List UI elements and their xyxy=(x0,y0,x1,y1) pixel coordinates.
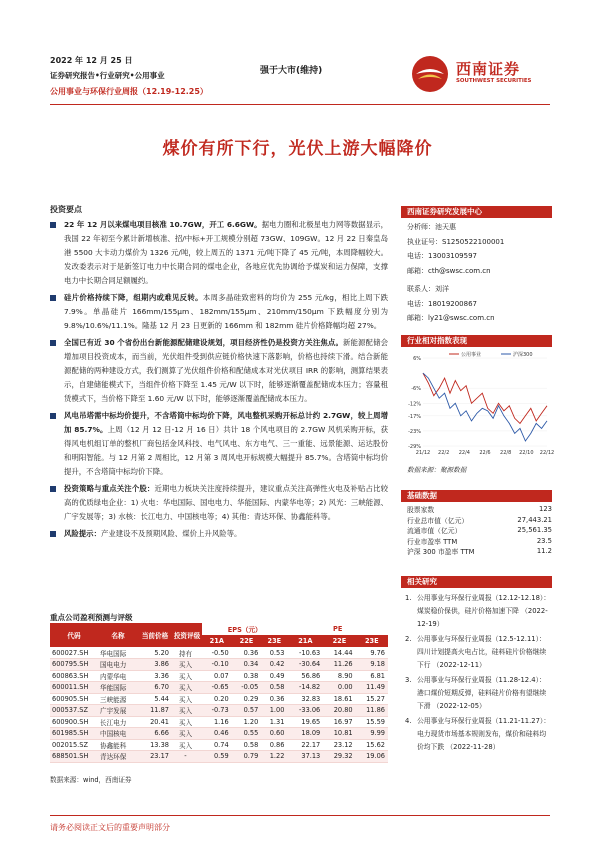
table-cell: 11.86 xyxy=(356,705,388,717)
table-cell: 15.27 xyxy=(356,693,388,705)
table-cell: 1.20 xyxy=(232,716,262,728)
table-cell: -0.73 xyxy=(202,705,232,717)
related-item[interactable] xyxy=(405,592,552,631)
market-key: 流通市值（亿元） xyxy=(407,527,462,536)
col-code: 代码 xyxy=(50,623,98,647)
analyst2-name: 刘洋 xyxy=(435,285,449,293)
table-row xyxy=(50,739,388,751)
table-cell: 13.38 xyxy=(138,739,172,751)
related-item[interactable] xyxy=(405,674,552,713)
col-eps: EPS（元） xyxy=(202,623,287,635)
square-bullet-icon xyxy=(50,222,56,228)
table-cell: 1.00 xyxy=(261,705,287,717)
table-cell: 0.58 xyxy=(232,739,262,751)
investment-point xyxy=(50,409,388,479)
table-cell: 买入 xyxy=(172,705,202,717)
table-cell: 5.20 xyxy=(138,647,172,659)
related-text: 公用事业与环保行业周报（11.28-12.4）：港口煤价短期反弹，硅料硅片价格有望继续下滑 （2022-12-05） xyxy=(417,676,547,710)
col-eps-23e: 23E xyxy=(261,635,287,647)
related-item[interactable] xyxy=(405,715,552,754)
related-number: 1. xyxy=(405,594,412,602)
analyst-info xyxy=(407,220,504,326)
legend-label: 沪深300 xyxy=(513,352,533,358)
analyst1-mail-label: 邮箱： xyxy=(407,266,428,275)
table-cell: 0.20 xyxy=(202,693,232,705)
square-bullet-icon xyxy=(50,486,56,492)
table-cell: 买入 xyxy=(172,716,202,728)
investment-point xyxy=(50,218,388,288)
y-tick-label: -29% xyxy=(408,444,421,450)
table-source: 数据来源：wind，西南证券 xyxy=(50,776,132,784)
col-price: 当前价格 xyxy=(138,623,172,647)
table-cell: -30.64 xyxy=(287,659,323,671)
point-headline: 硅片价格持续下降，组期内或难见反转。 xyxy=(64,293,203,302)
related-research-list xyxy=(405,592,552,756)
table-cell: -14.82 xyxy=(287,682,323,694)
report-weekly: 公用事业与环保行业周报（12.19-12.25） xyxy=(50,87,208,96)
market-key: 沪深 300 市盈率 TTM xyxy=(407,548,475,557)
table-cell: 19.65 xyxy=(287,716,323,728)
market-key: 股票家数 xyxy=(407,506,435,515)
analyst2-role: 联系人： xyxy=(407,285,435,293)
legend-label: 公用事业 xyxy=(461,352,482,358)
analyst1-phone-label: 电话： xyxy=(407,252,428,260)
table-cell: 16.97 xyxy=(323,716,355,728)
x-tick-label: 22/10 xyxy=(519,450,534,456)
table-row xyxy=(50,682,388,694)
industry-rating: 强于大市(维持) xyxy=(260,66,323,76)
table-cell: 0.49 xyxy=(261,670,287,682)
table-row xyxy=(50,705,388,717)
table-cell: 0.29 xyxy=(232,693,262,705)
point-headline: 22 年 12 月以来煤电项目核准 10.7GW，开工 6.6GW。 xyxy=(64,220,262,229)
square-bullet-icon xyxy=(50,531,56,537)
table-cell: 688501.SH xyxy=(50,751,98,763)
related-number: 4. xyxy=(405,717,412,725)
table-cell: 1.22 xyxy=(261,751,287,763)
market-key: 行业总市值（亿元） xyxy=(407,516,469,525)
market-row xyxy=(407,504,552,515)
point-body: 据电力圈和北极星电力网等数据显示，我国 22 年初至今累计新增核准、招/中标+开工规模分别超 73GW、109GW。12 月 22 日秦皇岛港 5500 大卡动力煤价为 1326 元/吨，较上周五的 1371 元/吨下降了 45 元/吨，本周降幅较大。发改委表示对于是新签订电力中长期合同的煤电企业，各地应优先协调给予煤炭和运力保障，支撑电力中长期合同足额履约。 xyxy=(64,220,388,285)
table-cell: 002015.SZ xyxy=(50,739,98,751)
table-cell: 0.58 xyxy=(261,682,287,694)
y-tick-label: -6% xyxy=(411,386,421,393)
table-cell: 3.36 xyxy=(138,670,172,682)
market-value: 23.5 xyxy=(536,536,552,545)
col-pe-21a: 21A xyxy=(287,635,323,647)
market-row xyxy=(407,525,552,536)
table-cell: 0.00 xyxy=(323,682,355,694)
table-cell: 买入 xyxy=(172,670,202,682)
report-title: 煤价有所下行，光伏上游大幅降价 xyxy=(162,139,433,159)
table-cell: 18.09 xyxy=(287,728,323,740)
table-cell: 600863.SH xyxy=(50,670,98,682)
col-pe-23e: 23E xyxy=(356,635,388,647)
company-logo xyxy=(410,52,550,96)
x-tick-label: 21/12 xyxy=(415,450,431,456)
market-value: 11.2 xyxy=(536,547,552,556)
analyst1-phone: 13003109597 xyxy=(428,252,477,260)
market-data-table xyxy=(407,504,552,557)
table-cell: -0.10 xyxy=(202,659,232,671)
table-cell: 32.83 xyxy=(287,693,323,705)
table-cell: 5.44 xyxy=(138,693,172,705)
forecast-table xyxy=(50,623,388,763)
analyst2-mail-label: 邮箱： xyxy=(407,314,428,322)
market-title-bar: 基础数据 xyxy=(401,490,552,502)
market-row xyxy=(407,546,552,557)
table-cell: 600011.SH xyxy=(50,682,98,694)
analyst1-cert-label: 执业证号： xyxy=(407,237,442,246)
table-cell: 20.80 xyxy=(323,705,355,717)
market-row xyxy=(407,515,552,526)
table-cell: 买入 xyxy=(172,682,202,694)
table-cell: 14.44 xyxy=(323,647,355,659)
logo-cn-text: 西南证券 xyxy=(456,60,521,78)
table-cell: 三峡能源 xyxy=(98,693,138,705)
x-tick-label: 22/2 xyxy=(438,450,450,456)
table-cell: 买入 xyxy=(172,659,202,671)
point-headline: 风险提示： xyxy=(64,529,101,538)
point-body: 上周（12 月 12 日-12 月 16 日）共计 18 个风电项目的 2.7GW 风机采购开标，获得风电机组订单的整机厂商包括金风科技、电气风电、东方电气、三一重能、远景能源、运达股份和明阳智能。与 12 月第 2 周相比，12 月第 3 周风电开标规模大幅提升 85.7%。含塔筒中标均价提升，不含塔筒中标均价下降。 xyxy=(64,425,388,476)
table-cell: 0.36 xyxy=(232,647,262,659)
footer-disclaimer: 请务必阅读正文后的重要声明部分 xyxy=(50,823,170,832)
table-cell: 37.13 xyxy=(287,751,323,763)
y-tick-label: -17% xyxy=(408,413,421,420)
table-cell: 0.86 xyxy=(261,739,287,751)
footer-rule xyxy=(50,815,550,816)
col-pe-22e: 22E xyxy=(323,635,355,647)
table-cell: 长江电力 xyxy=(98,716,138,728)
table-row xyxy=(50,751,388,763)
table-cell: 600795.SH xyxy=(50,659,98,671)
table-cell: 协鑫能科 xyxy=(98,739,138,751)
table-cell: 6.81 xyxy=(356,670,388,682)
related-text: 公用事业与环保行业周报（11.21-11.27）：电力现货市场基本规则发布，煤价和硅料均价均下跌 （2022-11-28） xyxy=(417,717,551,751)
table-cell: 国电电力 xyxy=(98,659,138,671)
col-eps-22e: 22E xyxy=(232,635,262,647)
point-headline: 风电吊塔需中标均价提升，不含塔筒中标均价下降，风电整机采购开标总计约 2.7GW，较上周增加 85.7%。 xyxy=(64,411,388,434)
table-cell: 9.76 xyxy=(356,647,388,659)
market-value: 27,443.21 xyxy=(517,515,552,524)
table-cell: 内蒙华电 xyxy=(98,670,138,682)
table-row xyxy=(50,728,388,740)
table-cell: 买入 xyxy=(172,739,202,751)
table-cell: 中国核电 xyxy=(98,728,138,740)
col-name: 名称 xyxy=(98,623,138,647)
table-cell: 8.90 xyxy=(323,670,355,682)
table-cell: 0.07 xyxy=(202,670,232,682)
table-cell: 广宇发展 xyxy=(98,705,138,717)
table-cell: 18.61 xyxy=(323,693,355,705)
investment-point xyxy=(50,336,388,406)
table-cell: 29.32 xyxy=(323,751,355,763)
analyst1-role: 分析师： xyxy=(407,223,435,231)
table-cell: 10.81 xyxy=(323,728,355,740)
table-cell: 19.06 xyxy=(356,751,388,763)
market-key: 行业市盈率 TTM xyxy=(407,537,458,546)
table-cell: 9.18 xyxy=(356,659,388,671)
table-cell: 601985.SH xyxy=(50,728,98,740)
table-cell: -33.06 xyxy=(287,705,323,717)
table-cell: 华能国际 xyxy=(98,682,138,694)
table-cell: 23.17 xyxy=(138,751,172,763)
related-number: 3. xyxy=(405,676,412,684)
table-cell: 600905.SH xyxy=(50,693,98,705)
investment-points xyxy=(50,218,388,544)
investment-point xyxy=(50,482,388,524)
table-cell: 1.16 xyxy=(202,716,232,728)
report-type: 证券研究报告•行业研究•公用事业 xyxy=(50,71,165,80)
point-body: 新能源配储会增加项目投资成本，而当前，光伏组件受到供应链价格快速下落影响，价格也持续下滑。结合新能源配储的两种建设方式，我们测算了光伏组件价格和配储成本对光伏项目 IRR 的影响，测算结果表示，自建储能模式下，当组件价格下降至 1.45 元/W 以下时，能够逐渐覆盖配储成本压力；容量租赁模式下，当价格下降至 1.60 元/W 以下时，能够逐渐覆盖配储成本压力。 xyxy=(64,338,388,403)
table-cell: - xyxy=(172,751,202,763)
table-cell: 0.53 xyxy=(261,647,287,659)
analyst2-mail[interactable]: ly21@swsc.com.cn xyxy=(428,314,495,322)
market-value: 123 xyxy=(539,505,552,514)
col-rating: 投资评级 xyxy=(172,623,202,647)
report-date: 2022 年 12 月 25 日 xyxy=(50,56,133,65)
team-title-bar: 西南证券研究发展中心 xyxy=(401,206,552,218)
table-title: 重点公司盈利预测与评级 xyxy=(50,613,133,622)
related-text: 公用事业与环保行业周报（12.5-12.11）：四川计划提高火电占比，硅料硅片价格继续下行 （2022-12-11） xyxy=(417,635,547,669)
square-bullet-icon xyxy=(50,295,56,301)
table-cell: 000537.SZ xyxy=(50,705,98,717)
table-cell: 0.74 xyxy=(202,739,232,751)
table-cell: 0.38 xyxy=(232,670,262,682)
table-cell: 0.42 xyxy=(261,659,287,671)
table-cell: 0.55 xyxy=(232,728,262,740)
x-tick-label: 22/12 xyxy=(539,450,555,456)
point-body: 近期电力板块关注度持续提升，建议重点关注高弹性火电及补贴占比较高的优质绿电企业：1) 火电：华电国际、国电电力、华能国际、内蒙华电等；2) 风光：三峡能源、广宇发展等；3) 水核：长江电力、中国核电等；4) 其他：青达环保、协鑫能科等。 xyxy=(64,484,388,521)
table-cell: 0.34 xyxy=(232,659,262,671)
table-row xyxy=(50,693,388,705)
table-cell: 9.99 xyxy=(356,728,388,740)
market-value: 25,561.35 xyxy=(517,526,552,535)
table-cell: 3.86 xyxy=(138,659,172,671)
table-cell: 0.36 xyxy=(261,693,287,705)
table-cell: 15.62 xyxy=(356,739,388,751)
related-text: 公用事业与环保行业周报（12.12-12.18）：煤炭稳价保供，硅片价格加速下降 （2022-12-19） xyxy=(417,594,551,628)
table-row xyxy=(50,659,388,671)
related-number: 2. xyxy=(405,635,412,643)
col-pe: PE xyxy=(287,623,388,635)
table-cell: 15.59 xyxy=(356,716,388,728)
related-item[interactable] xyxy=(405,633,552,672)
table-cell: 6.70 xyxy=(138,682,172,694)
market-row xyxy=(407,536,552,547)
table-cell: 23.12 xyxy=(323,739,355,751)
square-bullet-icon xyxy=(50,413,56,419)
table-cell: 0.46 xyxy=(202,728,232,740)
col-eps-21a: 21A xyxy=(202,635,232,647)
y-tick-label: -12% xyxy=(408,401,421,408)
table-cell: 买入 xyxy=(172,728,202,740)
table-cell: 600027.SH xyxy=(50,647,98,659)
investment-point xyxy=(50,291,388,333)
point-body: 产业建设不及预期风险、煤价上升风险等。 xyxy=(100,529,242,538)
x-tick-label: 22/6 xyxy=(479,450,491,456)
table-cell: 11.26 xyxy=(323,659,355,671)
analyst2-phone-label: 电话： xyxy=(407,299,428,308)
table-cell: 56.86 xyxy=(287,670,323,682)
table-cell: 青达环保 xyxy=(98,751,138,763)
table-cell: 买入 xyxy=(172,693,202,705)
analyst1-name: 池天惠 xyxy=(435,223,456,231)
table-cell: 0.59 xyxy=(202,751,232,763)
perf-source: 数据来源：聚源数据 xyxy=(407,466,467,474)
table-cell: 600900.SH xyxy=(50,716,98,728)
table-cell: 11.49 xyxy=(356,682,388,694)
analyst1-cert: S1250522100001 xyxy=(442,237,505,246)
table-cell: 0.60 xyxy=(261,728,287,740)
y-tick-label: -23% xyxy=(408,428,421,435)
section-investment-heading: 投资要点 xyxy=(50,205,82,214)
table-cell: 0.57 xyxy=(232,705,262,717)
table-cell: 1.31 xyxy=(261,716,287,728)
x-tick-label: 22/4 xyxy=(458,450,470,456)
table-row xyxy=(50,716,388,728)
table-cell: 22.17 xyxy=(287,739,323,751)
table-cell: 20.41 xyxy=(138,716,172,728)
table-row xyxy=(50,670,388,682)
y-tick-label: 6% xyxy=(413,356,421,362)
logo-en-text: SOUTHWEST SECURITIES xyxy=(456,78,532,84)
table-cell: 11.87 xyxy=(138,705,172,717)
analyst2-phone: 18019200867 xyxy=(428,299,477,308)
point-headline: 全国已有近 30 个省份出台新能源配储建设规划，项目经济性仍是投资方关注焦点。 xyxy=(64,338,343,347)
point-headline: 投资策略与重点关注个股： xyxy=(64,484,155,493)
table-cell: -0.50 xyxy=(202,647,232,659)
related-title-bar: 相关研究 xyxy=(401,576,552,588)
relative-performance-chart xyxy=(401,350,555,460)
table-cell: -0.65 xyxy=(202,682,232,694)
square-bullet-icon xyxy=(50,340,56,346)
x-tick-label: 22/8 xyxy=(500,450,512,456)
header-rule xyxy=(50,104,550,105)
table-cell: -10.63 xyxy=(287,647,323,659)
point-body: 本周多晶硅致密料的均价为 255 元/kg，相比上周下跌 7.9%。单晶硅片 166mm/155μm、182mm/155μm、210mm/150μm 下跌幅度分别为 9.8%/10.6%/11.1%。隆基 12 月 23 日更新的 166mm 和 182mm 硅片价格降幅均超 27%。 xyxy=(64,293,388,330)
investment-point xyxy=(50,527,388,541)
table-cell: 持有 xyxy=(172,647,202,659)
table-cell: 0.79 xyxy=(232,751,262,763)
table-cell: 华电国际 xyxy=(98,647,138,659)
table-cell: -0.05 xyxy=(232,682,262,694)
table-row xyxy=(50,647,388,659)
analyst1-mail[interactable]: cth@swsc.com.cn xyxy=(428,266,491,275)
logo-emblem-icon xyxy=(410,54,450,94)
perf-title-bar: 行业相对指数表现 xyxy=(401,335,552,347)
table-cell: 6.66 xyxy=(138,728,172,740)
